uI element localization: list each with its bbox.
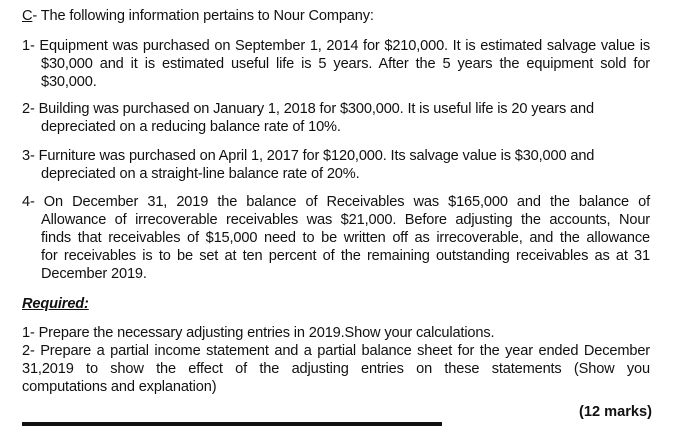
item-2-line-1: 2- Building was purchased on January 1, 2018 for $300,000. It is useful life is 20 years and	[22, 101, 594, 117]
item-4-line-2: Allowance of irrecoverable receivables was $21,000. Before adjusting the accounts, Nour	[41, 212, 650, 228]
section-header-text: - The following information pertains to Nour Company:	[32, 8, 374, 24]
required-heading: Required:	[22, 296, 89, 312]
required-line-4: computations and explanation)	[22, 379, 217, 395]
item-4-line-4: for receivables is to be set at ten percent of the remaining outstanding receivables as at 31	[41, 248, 650, 264]
item-1-line-3: $30,000.	[41, 74, 97, 90]
marks-label: (12 marks)	[578, 404, 652, 420]
item-1-line-1: 1- Equipment was purchased on September 1, 2014 for $210,000. It is estimated salvage value is	[22, 38, 650, 54]
required-line-2: 2- Prepare a partial income statement and a partial balance sheet for the year ended December	[22, 343, 650, 359]
item-3-line-1: 3- Furniture was purchased on April 1, 2017 for $120,000. Its salvage value is $30,000 and	[22, 148, 595, 164]
item-4-line-3: finds that receivables of $15,000 need to be written off as irrecoverable, and the allowance	[41, 230, 650, 246]
required-line-3: 31,2019 to show the effect of the adjusting entries on these statements (Show you	[22, 361, 650, 377]
section-header	[22, 8, 374, 25]
item-4-line-5: December 2019.	[41, 266, 147, 282]
item-2-line-2: depreciated on a reducing balance rate of 10%.	[41, 119, 341, 135]
item-1-line-2: $30,000 and it is estimated useful life is 5 years. After the 5 years the equipment sold for	[41, 56, 650, 72]
item-3-line-2: depreciated on a straight-line balance rate of 20%.	[41, 166, 360, 182]
bottom-rule	[22, 422, 442, 426]
section-letter: C	[22, 8, 33, 24]
required-line-1: 1- Prepare the necessary adjusting entries in 2019.Show your calculations.	[22, 325, 495, 341]
item-4-line-1: 4- On December 31, 2019 the balance of Receivables was $165,000 and the balance of	[22, 194, 650, 210]
